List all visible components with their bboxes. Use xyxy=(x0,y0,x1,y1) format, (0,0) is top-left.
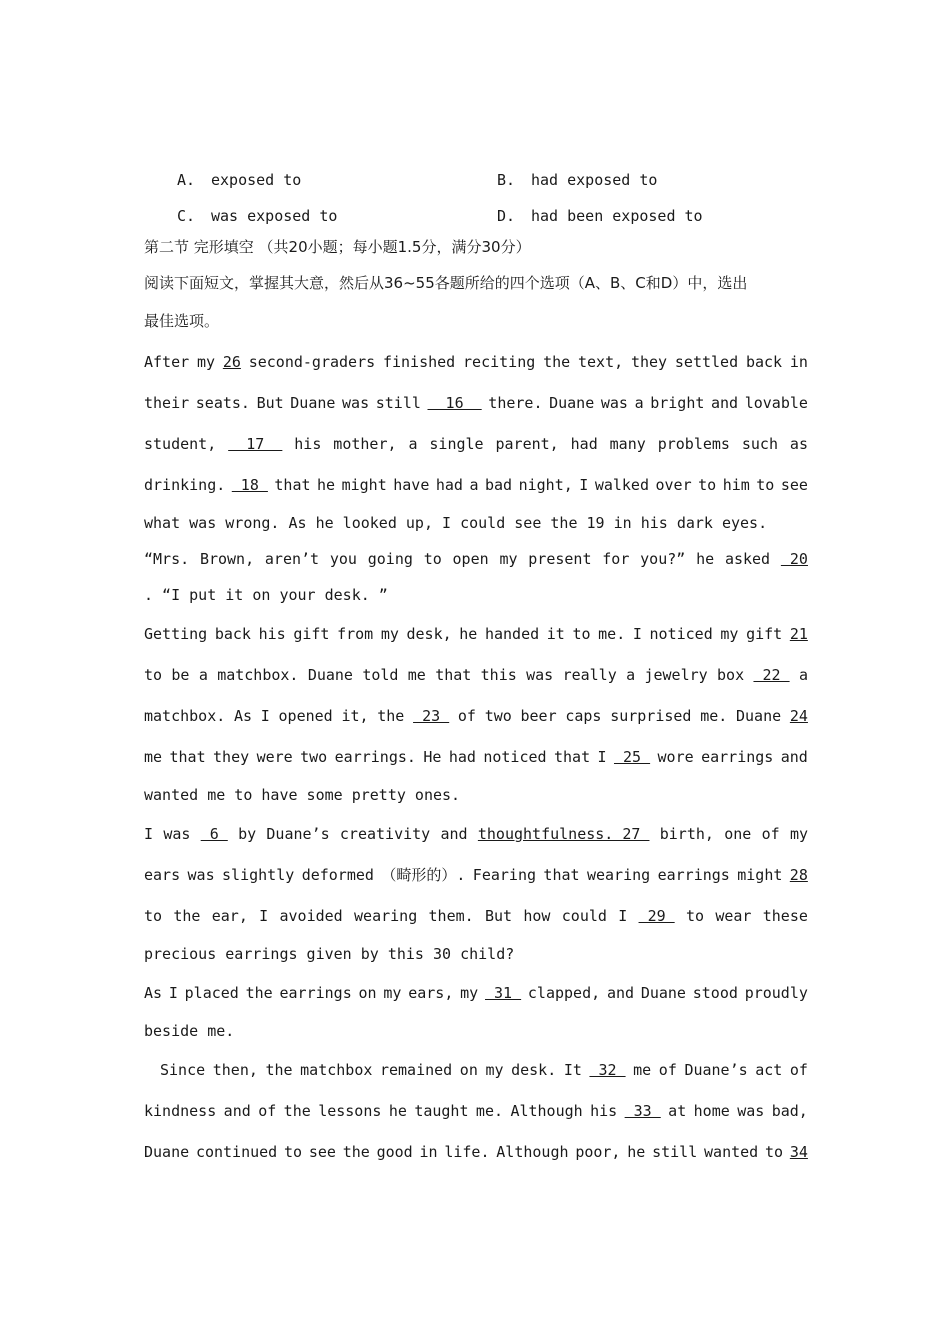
passage-word: that xyxy=(543,865,580,884)
passage-word: act xyxy=(755,1060,783,1079)
passage-word: me. xyxy=(700,706,728,725)
passage-word: see xyxy=(780,475,808,494)
passage-line xyxy=(144,736,808,777)
passage-word: desk, xyxy=(406,624,452,643)
passage-word: matchbox xyxy=(300,1060,373,1079)
passage-word: student, xyxy=(144,434,217,453)
passage-word: of xyxy=(658,1060,677,1079)
option-text: exposed to xyxy=(211,171,302,189)
passage-word: 33 xyxy=(624,1101,661,1120)
passage-word: he xyxy=(627,1142,646,1161)
passage-word: ear, xyxy=(211,906,248,925)
passage-word: night, xyxy=(518,475,573,494)
passage-word: many xyxy=(609,434,646,453)
passage-word: I xyxy=(597,747,607,766)
passage-word: you?” xyxy=(640,550,686,568)
passage-word: of xyxy=(457,706,476,725)
passage-word: a xyxy=(469,475,479,494)
passage-word: at xyxy=(668,1101,687,1120)
passage-word: seats. xyxy=(195,393,250,412)
instruction-line: 阅读下面短文，掌握其大意，然后从36~55各题所给的四个选项（A、B、C和D）中，选出 xyxy=(144,273,748,292)
passage-word: how xyxy=(523,906,551,925)
passage-word: that xyxy=(169,747,206,766)
option-text: was exposed to xyxy=(211,207,338,225)
passage-word: . “I put it on your desk. ” xyxy=(144,586,388,604)
passage-word: were xyxy=(256,747,293,766)
passage-word: noticed xyxy=(649,624,713,643)
passage-word: wanted xyxy=(704,1142,759,1161)
passage-word: birth, xyxy=(659,824,714,843)
passage-word: noticed xyxy=(483,747,547,766)
passage-word: surprised xyxy=(610,706,692,725)
option-d xyxy=(497,207,817,225)
passage-word: the xyxy=(283,1101,311,1120)
passage-word: 17 xyxy=(228,434,283,453)
passage-word: to xyxy=(572,624,591,643)
passage-word: good xyxy=(376,1142,413,1161)
passage-word: 26 xyxy=(222,352,241,371)
passage-word: them. xyxy=(428,906,474,925)
passage-word: and xyxy=(223,1101,251,1120)
passage-word: the xyxy=(342,1142,370,1161)
passage-word: Getting xyxy=(144,624,208,643)
option-text: had been exposed to xyxy=(531,207,703,225)
passage-word: handed xyxy=(484,624,540,643)
passage-word: deformed xyxy=(301,865,374,884)
passage-word: had xyxy=(448,747,476,766)
passage-word: the xyxy=(265,1060,293,1079)
passage-word: a xyxy=(408,434,418,453)
passage-word: open xyxy=(452,550,489,568)
passage-line xyxy=(144,777,808,813)
passage-word: clapped, xyxy=(527,983,601,1002)
passage-word: Duane xyxy=(640,983,686,1002)
passage-word: asked xyxy=(724,550,771,568)
passage-word: aren’t xyxy=(264,550,320,568)
passage-word: 34 xyxy=(789,1142,808,1161)
passage-word: was xyxy=(600,393,628,412)
passage-word: I xyxy=(260,706,270,725)
passage-word: had xyxy=(435,475,463,494)
passage-word: 6 xyxy=(200,824,228,843)
passage-word: 25 xyxy=(613,747,651,766)
passage-word: As xyxy=(144,983,163,1002)
passage-word: they xyxy=(213,747,250,766)
passage-word: Duane’s xyxy=(684,1060,748,1079)
passage-word: my xyxy=(383,983,402,1002)
passage-word: lovable xyxy=(744,393,808,412)
passage-body xyxy=(144,228,808,1172)
passage-word: text, xyxy=(578,352,624,371)
passage-word: Duane xyxy=(290,393,336,412)
passage-word: in xyxy=(419,1142,438,1161)
passage-word: and xyxy=(711,393,739,412)
passage-word: in xyxy=(789,352,808,371)
passage-word: But xyxy=(256,393,284,412)
answer-options xyxy=(177,162,817,234)
passage-word: of xyxy=(761,824,780,843)
passage-word: Duane xyxy=(144,1142,190,1161)
passage-word: Duane xyxy=(736,706,782,725)
passage-word: kindness xyxy=(144,1101,217,1120)
passage-word: present xyxy=(528,550,592,568)
passage-word: two xyxy=(300,747,328,766)
passage-word: single xyxy=(429,434,484,453)
passage-word: 28 xyxy=(789,865,808,884)
passage-word: lessons xyxy=(318,1101,382,1120)
passage-word: him xyxy=(722,475,750,494)
passage-word: me. xyxy=(475,1101,504,1120)
passage-line xyxy=(144,695,808,736)
passage-word: he xyxy=(459,624,478,643)
passage-word: wore xyxy=(657,747,694,766)
passage-word: their xyxy=(144,393,190,412)
passage-word: to xyxy=(685,906,705,925)
passage-word: I xyxy=(168,983,178,1002)
passage-word: the xyxy=(245,983,273,1002)
passage-word: I xyxy=(618,906,628,925)
passage-word: poor, xyxy=(575,1142,621,1161)
passage-word: Brown, xyxy=(199,550,255,568)
passage-word: it, xyxy=(341,706,369,725)
passage-word: his xyxy=(294,434,322,453)
passage-word: was xyxy=(737,1101,765,1120)
passage-word: Fearing xyxy=(472,865,537,884)
passage-word: see xyxy=(308,1142,336,1161)
passage-word: earrings xyxy=(701,747,774,766)
passage-word: he xyxy=(696,550,715,568)
passage-word: second-graders xyxy=(248,352,376,371)
passage-word: on xyxy=(459,1060,478,1079)
passage-word: life. xyxy=(444,1142,490,1161)
passage-word: I xyxy=(579,475,589,494)
passage-word: they xyxy=(630,352,668,371)
passage-word: stood xyxy=(692,983,738,1002)
passage-line xyxy=(144,1049,808,1090)
passage-word: proudly xyxy=(744,983,808,1002)
passage-word: 23 xyxy=(413,706,450,725)
passage-word: 29 xyxy=(638,906,675,925)
passage-word: over xyxy=(655,475,692,494)
passage-word: my xyxy=(485,1060,504,1079)
passage-word: his xyxy=(590,1101,618,1120)
passage-word: As xyxy=(234,706,253,725)
passage-word: the xyxy=(543,352,571,371)
passage-word: Although xyxy=(510,1101,583,1120)
passage-word: to xyxy=(698,475,717,494)
passage-word: caps xyxy=(565,706,602,725)
passage-word: really xyxy=(562,665,617,684)
passage-line xyxy=(144,1090,808,1131)
passage-line xyxy=(144,895,808,936)
passage-word: a xyxy=(798,665,808,684)
passage-word: box xyxy=(717,665,745,684)
passage-word: 22 xyxy=(753,665,790,684)
passage-line xyxy=(144,464,808,505)
passage-word: on xyxy=(358,983,377,1002)
passage-line xyxy=(144,541,808,577)
passage-word: that xyxy=(435,665,472,684)
passage-word: Duane’s xyxy=(266,824,330,843)
passage-word: finished xyxy=(382,352,456,371)
passage-word: two xyxy=(484,706,512,725)
passage-word: one xyxy=(724,824,752,843)
passage-word: these xyxy=(762,906,808,925)
passage-word: After xyxy=(144,352,190,371)
passage-word: have xyxy=(393,475,430,494)
passage-line xyxy=(144,813,808,854)
passage-word: still xyxy=(375,393,421,412)
passage-word: then, xyxy=(212,1060,258,1079)
passage-line xyxy=(144,1131,808,1172)
passage-word: to xyxy=(423,550,442,568)
passage-word: drinking. xyxy=(144,475,226,494)
option-letter: B. xyxy=(497,171,516,189)
passage-word: I xyxy=(632,624,642,643)
passage-word: a xyxy=(198,665,208,684)
passage-word: gift xyxy=(293,624,330,643)
option-b xyxy=(497,171,817,189)
passage-word: parent, xyxy=(495,434,559,453)
passage-word: back xyxy=(745,352,783,371)
passage-word: matchbox. xyxy=(144,706,226,725)
passage-word: my xyxy=(196,352,216,371)
passage-word: of xyxy=(789,1060,808,1079)
passage-word: It xyxy=(563,1060,582,1079)
passage-word: continued xyxy=(195,1142,278,1161)
option-text: had exposed to xyxy=(531,171,658,189)
passage-word: settled xyxy=(674,352,739,371)
passage-word: his xyxy=(258,624,286,643)
passage-word: he xyxy=(317,475,336,494)
passage-word: my xyxy=(789,824,808,843)
passage-line xyxy=(144,936,808,972)
passage-word: 18 xyxy=(231,475,268,494)
passage-word: and xyxy=(440,824,468,843)
passage-word: to xyxy=(765,1142,784,1161)
passage-word: told xyxy=(362,665,399,684)
passage-text xyxy=(144,341,808,1172)
passage-word: （畸形的）. xyxy=(381,866,466,884)
passage-word: it xyxy=(546,624,565,643)
passage-word: precious earrings given by this 30 child? xyxy=(144,945,515,963)
passage-word: my xyxy=(460,983,479,1002)
passage-word: for xyxy=(602,550,630,568)
passage-word: my xyxy=(499,550,518,568)
passage-word: 31 xyxy=(485,983,522,1002)
section-title: 第二节 完形填空 （共20小题；每小题1.5分，满分30分） xyxy=(144,237,531,256)
passage-word: he xyxy=(388,1101,407,1120)
passage-word: to xyxy=(144,906,163,925)
passage-word: such xyxy=(741,434,778,453)
passage-word: matchbox. xyxy=(217,665,299,684)
passage-word: might xyxy=(737,865,783,884)
passage-word: beer xyxy=(520,706,557,725)
option-letter: C. xyxy=(177,207,196,225)
passage-word: Duane xyxy=(307,665,353,684)
passage-line xyxy=(144,1013,808,1049)
passage-word: me xyxy=(407,665,426,684)
passage-word: wear xyxy=(715,906,752,925)
passage-word: was xyxy=(187,865,215,884)
passage-word: ears xyxy=(144,865,181,884)
passage-word: and xyxy=(606,983,635,1002)
passage-word: remained xyxy=(379,1060,453,1079)
passage-word: beside me. xyxy=(144,1022,235,1040)
passage-word: taught xyxy=(414,1101,469,1120)
passage-word: Since xyxy=(160,1060,206,1079)
passage-word: mother, xyxy=(333,434,397,453)
passage-word: bright xyxy=(650,393,705,412)
passage-word: be xyxy=(171,665,190,684)
passage-line xyxy=(144,654,808,695)
passage-word: that xyxy=(274,475,311,494)
passage-word: slightly xyxy=(222,865,295,884)
passage-word: that xyxy=(553,747,591,766)
passage-line xyxy=(144,505,808,541)
passage-word: earrings. xyxy=(334,747,416,766)
passage-word: was xyxy=(342,393,370,412)
passage-word: But xyxy=(484,906,513,925)
passage-word: reciting xyxy=(463,352,536,371)
passage-word: and xyxy=(780,747,808,766)
passage-word: walked xyxy=(594,475,649,494)
passage-word: “Mrs. xyxy=(144,550,190,568)
passage-line xyxy=(144,341,808,382)
passage-word: going xyxy=(367,550,413,568)
passage-line xyxy=(144,382,808,423)
passage-word: might xyxy=(341,475,387,494)
passage-word: from xyxy=(337,624,374,643)
passage-word: bad, xyxy=(771,1101,808,1120)
passage-line xyxy=(144,577,808,613)
passage-word: the xyxy=(377,706,405,725)
passage-word: creativity xyxy=(339,824,431,843)
option-letter: D. xyxy=(497,207,516,225)
passage-word: avoided xyxy=(279,906,343,925)
passage-word: this xyxy=(480,665,517,684)
passage-word: was xyxy=(526,665,554,684)
options-row xyxy=(177,162,817,198)
passage-word: my xyxy=(380,624,399,643)
passage-line xyxy=(144,613,808,654)
passage-word: back xyxy=(214,624,251,643)
passage-word: Although xyxy=(496,1142,569,1161)
passage-word: jewelry xyxy=(644,665,708,684)
passage-word: to xyxy=(756,475,775,494)
passage-word: wearing xyxy=(586,865,651,884)
passage-word: I xyxy=(259,906,269,925)
passage-word: you xyxy=(329,550,357,568)
passage-word: could xyxy=(561,906,607,925)
passage-word: a xyxy=(626,665,636,684)
passage-word: 21 xyxy=(789,624,808,643)
passage-word: to xyxy=(284,1142,303,1161)
passage-word: me xyxy=(633,1060,652,1079)
passage-word: thoughtfulness. 27 xyxy=(477,824,650,843)
passage-word: still xyxy=(652,1142,698,1161)
passage-word: bad xyxy=(485,475,513,494)
passage-word: home xyxy=(693,1101,730,1120)
passage-word: of xyxy=(258,1101,277,1120)
passage-word: problems xyxy=(657,434,730,453)
passage-line xyxy=(144,972,808,1013)
option-c xyxy=(177,207,497,225)
passage-word: desk. xyxy=(511,1060,557,1079)
passage-word: wearing xyxy=(354,906,418,925)
passage-word: earrings xyxy=(657,865,730,884)
passage-word: had xyxy=(570,434,598,453)
passage-line xyxy=(144,854,808,895)
option-a xyxy=(177,171,497,189)
passage-word: the xyxy=(173,906,201,925)
passage-word: a xyxy=(634,393,644,412)
passage-word: 20 xyxy=(780,550,808,568)
passage-word: 32 xyxy=(589,1060,626,1079)
passage-word: there. xyxy=(488,393,543,412)
passage-word: 16 xyxy=(427,393,482,412)
passage-word: what was wrong. As he looked up, I could see the 19 in his dark eyes. xyxy=(144,514,768,532)
passage-word: ears, xyxy=(408,983,454,1002)
passage-word: my xyxy=(720,624,739,643)
passage-word: wanted me to have some pretty ones. xyxy=(144,786,461,804)
passage-word: Duane xyxy=(549,393,595,412)
passage-word: He xyxy=(423,747,442,766)
passage-word: as xyxy=(789,434,808,453)
passage-line xyxy=(144,423,808,464)
passage-word: earrings xyxy=(279,983,352,1002)
passage-word: gift xyxy=(746,624,783,643)
passage-word: 24 xyxy=(789,706,808,725)
passage-word: me. xyxy=(598,624,626,643)
passage-word: placed xyxy=(184,983,239,1002)
passage-word: by xyxy=(238,824,257,843)
passage-word: I xyxy=(144,824,154,843)
option-letter: A. xyxy=(177,171,196,189)
passage-word: me xyxy=(144,747,163,766)
passage-word: opened xyxy=(278,706,333,725)
instruction-line: 最佳选项。 xyxy=(144,312,220,330)
passage-word: was xyxy=(163,824,191,843)
passage-word: to xyxy=(144,665,163,684)
